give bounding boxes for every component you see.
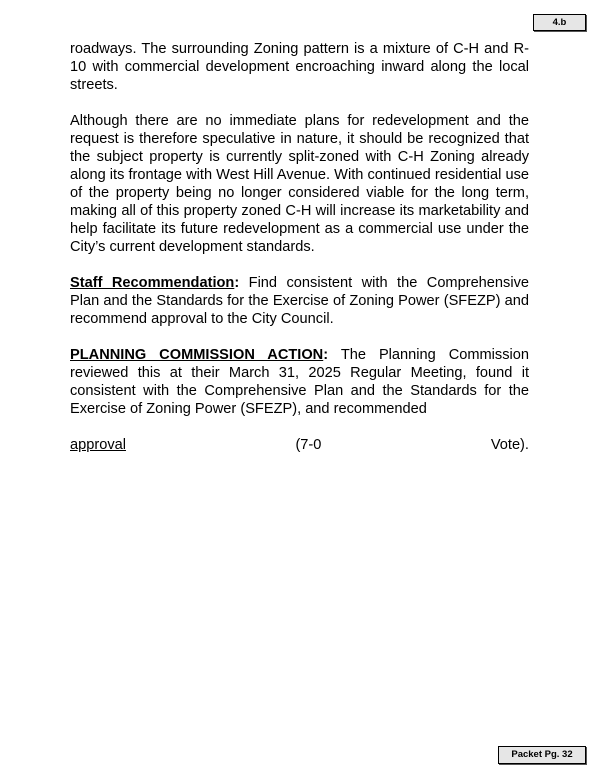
staff-recommendation-text: Find consistent with the Comprehensive Plan and the Standards for the Exercise of Zoning Power (SFEZP) and recommend approval to the City Council. [70, 275, 529, 327]
vote-count: (7-0 [295, 437, 322, 453]
vote-line [70, 436, 529, 454]
document-body [70, 40, 529, 454]
approval-word: approval [70, 437, 126, 453]
staff-recommendation-colon: : [234, 275, 240, 291]
staff-recommendation-label: Staff Recommendation [70, 275, 235, 291]
planning-commission-text: The Planning Commission reviewed this at their March 31, 2025 Regular Meeting, found it consistent with the Comprehensive Plan and the Standards for the Exercise of Zoning Power (SFEZP), and recommended [70, 347, 529, 417]
planning-commission-colon: : [323, 347, 329, 363]
paragraph-surrounding-zoning: roadways. The surrounding Zoning pattern is a mixture of C-H and R-10 with commercial development encroaching inward along the local streets. [70, 41, 529, 93]
vote-word: Vote). [490, 437, 529, 453]
planning-commission-paragraph [70, 346, 529, 418]
planning-commission-label: PLANNING COMMISSION ACTION [70, 347, 324, 363]
item-number-tag: 4.b [533, 14, 586, 31]
paragraph-split-zoning: Although there are no immediate plans for redevelopment and the request is therefore speculative in nature, it should be recognized that the subject property is currently split-zoned with C-H Zoning already along its frontage with West Hill Avenue. With continued residential use of the property being no longer considered viable for the long term, making all of this property zoned C-H will increase its marketability and help facilitate its future redevelopment as a commercial use under the City’s current development standards. [70, 113, 529, 255]
packet-page-tag: Packet Pg. 32 [498, 746, 586, 764]
staff-recommendation-paragraph [70, 274, 529, 328]
